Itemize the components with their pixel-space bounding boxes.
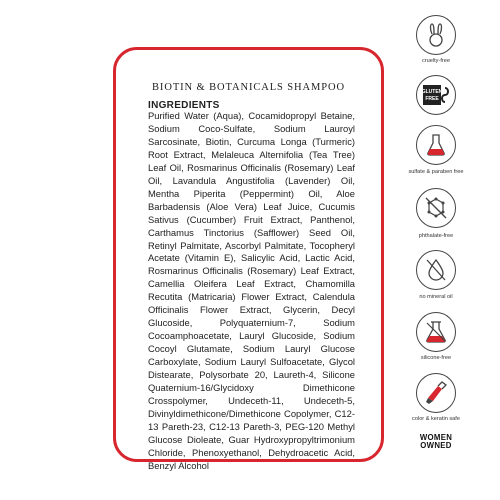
badge-label: cruelty-free [422, 58, 450, 64]
badge-label: color & keratin safe [412, 416, 460, 422]
gluten-free-icon [416, 75, 456, 115]
no-phthalate-icon [416, 188, 456, 228]
no-drop-icon [416, 250, 456, 290]
bunny-icon [416, 15, 456, 55]
badge-label: no mineral oil [419, 294, 453, 300]
gluten-free-icon-text-1: GLUTEN [422, 89, 443, 95]
ingredients-heading: INGREDIENTS [148, 100, 220, 111]
ingredients-panel [113, 47, 384, 471]
product-title: BIOTIN & BOTANICALS SHAMPOO [152, 82, 345, 93]
ingredients-text: Purified Water (Aqua), Cocamidopropyl Betaine, Sodium Coco-Sulfate, Sodium Lauroyl Sarcosinate, Biotin, Curcuma Longa (Turmeric) Root Extract, Melaleuca Alternifolia (Tea Tree) Leaf Oil, Rosmarinus Officinalis (Rosemary) Leaf Oil, Lavandula Angustifolia (Lavender) Oil, Mentha Piperita (Peppermint) Oil, Aloe Barbadensis (Aloe Vera) Leaf Juice, Cucumis Sativus (Cucumber) Fruit Extract, Panthenol, Carthamus Tinctorius (Safflower) Seed Oil, Retinyl Palmitate, Ascorbyl Palmitate, Tocopheryl Acetate (Vitamin E), Salicylic Acid, Lactic Acid, Rosmarinus Officinalis (Rosemary) Leaf Extract, Camellia Oleifera Leaf Extract, Chamomilla Recutita (Matricaria) Flower Extract, Calendula Officinalis Flower Extract, Glycerin, Decyl Glucoside, Polyquaternium-7, Sodium Cocoamphoacetate, Lauryl Glucoside, Sodium Cocoyl Glutamate, Sodium Lauryl Glucose Carboxylate, Sodium Lauryl Sulfoacetate, Glycol Distearate, Polysorbate 20, Laureth-4, Silicone Quaternium-16/Glycidoxy Dimethicone Crosspolymer, Undeceth-11, Undeceth-5, Divinyldimethicone/Dimethicone Copolymer, C12-13 Pareth-23, C12-13 Pareth-3, PEG-120 Methyl Glucose Dioleate, Guar Hydroxypropyltrimonium Chloride, Phenoxyethanol, Dehydroacetic Acid, Benzyl Alcohol [148, 110, 355, 471]
women-owned-logo: WOMEN OWNED [419, 433, 453, 451]
flask-icon [416, 312, 456, 352]
badge-label: phthalate-free [418, 233, 454, 239]
claims-sidebar [408, 0, 476, 500]
gluten-free-icon-text-2: FREE [425, 96, 439, 102]
badge-label: silicone-free [420, 355, 452, 361]
hair-brush-icon [416, 373, 456, 413]
badge-label: sulfate & paraben free [408, 169, 464, 175]
beaker-icon [416, 125, 456, 165]
